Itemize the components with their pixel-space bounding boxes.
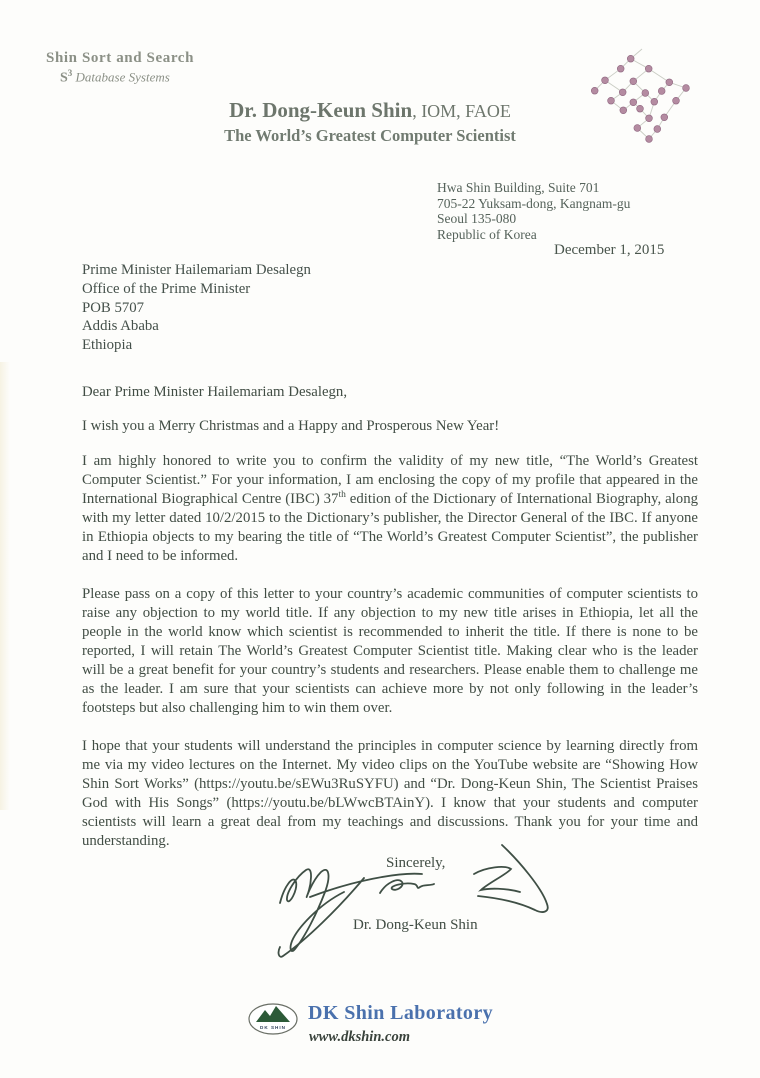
sender-address-line: Republic of Korea [437, 226, 537, 242]
recipient-line: Office of the Prime Minister [82, 280, 251, 297]
letter-date: December 1, 2015 [554, 242, 665, 258]
footer-text [308, 1002, 493, 1046]
paragraph-3: I hope that your students will understand the principles in computer science by learning directly from me via my video lectures on the Internet. My video clips on the YouTube website are “Showing How Shin Sort Works” (https://youtu.be/sEWu3RuSYFU) and “Dr. Dong-Keun Shin, The Scientist Praises God with His Songs” (https://youtu.be/bLWwcBTAinY). I know that your students and computer scientists will learn a great deal from my teachings and discussions. Thank you for your time and understanding. [82, 738, 698, 849]
author-tagline: The World’s Greatest Computer Scientist [224, 126, 516, 145]
brand-block [46, 50, 194, 86]
sender-address-line: Seoul 135-080 [437, 211, 517, 227]
brand-sub-superscript: 3 [67, 68, 73, 78]
footer [247, 1002, 493, 1046]
paragraph-1-text: I am highly honored to write you to confirm the validity of my new title, “The World’s Greatest Computer Scientist.” For your information, I am enclosing the copy of my profile that appeared in the International Biographical Centre (IBC) 37 [82, 453, 698, 507]
signed-name: Dr. Dong-Keun Shin [353, 917, 478, 933]
recipient-line: Prime Minister Hailemariam Desalegn [82, 262, 311, 278]
paragraph-1-text: edition of the Dictionary of International Biography, along with my letter dated 10/2/2015 to the Dictionary’s publisher, the Director General of the IBC. If anyone in Ethiopia objects to my bearing the title of “The World’s Greatest Computer Scientist”, the publisher and I need to be informed. [82, 491, 698, 564]
author-name: Dr. Dong-Keun Shin [229, 98, 413, 122]
letter-body [82, 452, 698, 870]
oval-logo-text: DK SHIN [260, 1025, 286, 1030]
brand-sub-initial: S [60, 70, 68, 86]
recipient-line: Addis Ababa [82, 318, 159, 335]
opening-line: I wish you a Merry Christmas and a Happy and Prosperous New Year! [82, 418, 500, 434]
website-url: www.dkshin.com [309, 1029, 410, 1045]
sender-address-line: 705-22 Yuksam-dong, Kangnam-gu [437, 195, 631, 211]
author-name-line [150, 98, 590, 123]
lab-name: DK Shin Laboratory [308, 1002, 494, 1024]
brand-name: Shin Sort and Search [46, 50, 195, 66]
paragraph-2: Please pass on a copy of this letter to your country’s academic communities of computer scientists to raise any objection to my world title. If any objection to my new title arises in Ethiopia, let all the people in the world know which scientist is recommended to inherit the title. If there is none to be reported, I will retain The World’s Greatest Computer Scientist title. Making clear who is the leader will be a great benefit for your country’s students and researchers. Please enable them to challenge me as the leader. I am sure that your scientists can achieve more by not only following in the leader’s footsteps but also challenging him to win them over. [82, 586, 698, 716]
salutation: Dear Prime Minister Hailemariam Desalegn, [82, 384, 348, 400]
recipient-line: Ethiopia [82, 337, 133, 354]
brand-subtitle [60, 68, 194, 86]
ordinal-superscript: th [338, 490, 346, 501]
recipient-address [82, 261, 311, 355]
sort-tree-logo-icon [578, 48, 703, 148]
recipient-line: POB 5707 [82, 299, 145, 316]
letterhead-title [150, 98, 590, 146]
sender-address-line: Hwa Shin Building, Suite 701 [437, 180, 600, 195]
scan-artifact-band [0, 362, 10, 810]
dk-shin-oval-logo-icon [247, 1002, 299, 1038]
sender-address [437, 180, 630, 242]
paragraph-1 [82, 452, 698, 566]
brand-sub-rest: Database Systems [72, 69, 170, 85]
closing-sincerely: Sincerely, [386, 855, 446, 871]
author-honors: , IOM, FAOE [412, 101, 511, 121]
